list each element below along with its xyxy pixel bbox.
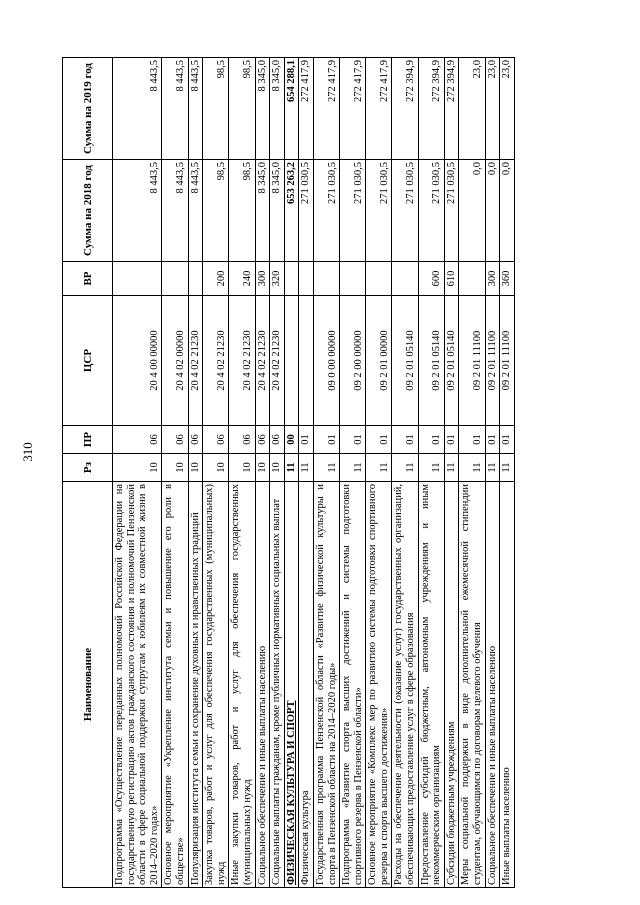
row-sum-2019: 8 345,0 <box>255 58 270 160</box>
row-csr: 09 2 01 05140 <box>444 296 459 426</box>
row-sum-2019: 8 443,5 <box>162 58 188 160</box>
table-row <box>299 58 314 888</box>
row-csr: 09 2 00 00000 <box>340 296 366 426</box>
table-row <box>392 58 418 888</box>
row-pr: 01 <box>485 426 500 454</box>
row-sum-2018: 271 030,5 <box>340 160 366 262</box>
row-name: Подпрограмма «Осуществление переданных полномочий Российской Федерации на государственную регистрацию актов гражданского состояния и полномочий Пензенской области в сфере социальной поддержки супругам к юбилеям их совместной жизни в 2014–2020 годах» <box>113 482 162 888</box>
row-sum-2019: 272 394,9 <box>444 58 459 160</box>
row-sum-2019: 654 288,1 <box>284 58 299 160</box>
row-csr: 09 2 01 00000 <box>366 296 392 426</box>
row-vr <box>188 262 203 296</box>
table-row <box>444 58 459 888</box>
row-sum-2019: 272 394,9 <box>392 58 418 160</box>
row-sum-2019: 98,5 <box>229 58 255 160</box>
table-row <box>113 58 162 888</box>
row-rz: 10 <box>229 454 255 482</box>
row-rz: 11 <box>485 454 500 482</box>
header-name: Наименование <box>63 482 113 888</box>
table-row <box>162 58 188 888</box>
row-vr <box>392 262 418 296</box>
row-rz: 11 <box>392 454 418 482</box>
row-vr <box>113 262 162 296</box>
row-csr: 20 4 00 00000 <box>113 296 162 426</box>
row-csr: 09 2 01 05140 <box>418 296 444 426</box>
row-sum-2018: 271 030,5 <box>313 160 339 262</box>
row-pr: 01 <box>392 426 418 454</box>
row-sum-2018: 8 443,5 <box>188 160 203 262</box>
table-row <box>188 58 203 888</box>
row-pr: 06 <box>188 426 203 454</box>
header-vr: ВР <box>63 262 113 296</box>
row-name: Физическая культура <box>299 482 314 888</box>
row-pr: 06 <box>203 426 229 454</box>
table-row <box>313 58 339 888</box>
budget-table <box>62 57 515 888</box>
row-sum-2018: 8 443,5 <box>162 160 188 262</box>
row-sum-2018: 8 443,5 <box>113 160 162 262</box>
row-rz: 11 <box>284 454 299 482</box>
row-pr: 00 <box>284 426 299 454</box>
row-csr: 20 4 02 21230 <box>188 296 203 426</box>
row-csr: 09 2 01 11100 <box>459 296 485 426</box>
row-vr: 320 <box>270 262 285 296</box>
row-sum-2018: 98,5 <box>203 160 229 262</box>
row-vr: 200 <box>203 262 229 296</box>
row-rz: 11 <box>418 454 444 482</box>
row-sum-2019: 8 443,5 <box>113 58 162 160</box>
row-rz: 10 <box>203 454 229 482</box>
row-name: ФИЗИЧЕСКАЯ КУЛЬТУРА И СПОРТ <box>284 482 299 888</box>
row-pr: 06 <box>255 426 270 454</box>
table-row <box>270 58 285 888</box>
row-sum-2019: 272 417,9 <box>299 58 314 160</box>
row-vr <box>340 262 366 296</box>
row-name: Меры социальной поддержки в виде дополнительной ежемесячной стипендии студентам, обучающимся по договорам целевого обучения <box>459 482 485 888</box>
row-sum-2018: 271 030,5 <box>392 160 418 262</box>
row-sum-2019: 23,0 <box>500 58 515 160</box>
row-name: Социальное обеспечение и иные выплаты населению <box>255 482 270 888</box>
row-vr <box>162 262 188 296</box>
row-name: Популяризация института семьи и сохранение духовных и нравственных традиций <box>188 482 203 888</box>
row-rz: 10 <box>162 454 188 482</box>
row-pr: 06 <box>229 426 255 454</box>
row-sum-2018: 0,0 <box>485 160 500 262</box>
row-sum-2019: 272 394,9 <box>418 58 444 160</box>
row-vr <box>459 262 485 296</box>
row-pr: 01 <box>444 426 459 454</box>
row-csr: 09 2 01 11100 <box>485 296 500 426</box>
row-sum-2019: 23,0 <box>485 58 500 160</box>
row-csr <box>299 296 314 426</box>
row-vr: 360 <box>500 262 515 296</box>
table-row <box>366 58 392 888</box>
row-sum-2019: 23,0 <box>459 58 485 160</box>
row-pr: 01 <box>500 426 515 454</box>
row-name: Подпрограмма «Развитие спорта высших достижений и системы подготовки спортивного резерва в Пензенской области» <box>340 482 366 888</box>
row-rz: 11 <box>313 454 339 482</box>
table-row <box>229 58 255 888</box>
row-sum-2019: 8 345,0 <box>270 58 285 160</box>
row-rz: 10 <box>188 454 203 482</box>
rotated-table-container <box>62 58 618 888</box>
row-name: Иные закупки товаров, работ и услуг для обеспечения государственных (муниципальных) нужд <box>229 482 255 888</box>
row-name: Социальное обеспечение и иные выплаты населению <box>485 482 500 888</box>
row-pr: 01 <box>418 426 444 454</box>
page-number: 310 <box>20 442 35 462</box>
row-sum-2019: 272 417,9 <box>340 58 366 160</box>
table-header-row <box>63 58 113 888</box>
row-pr: 01 <box>313 426 339 454</box>
header-csr: ЦСР <box>63 296 113 426</box>
row-vr <box>284 262 299 296</box>
row-name: Субсидии бюджетным учреждениям <box>444 482 459 888</box>
row-vr: 600 <box>418 262 444 296</box>
row-sum-2018: 271 030,5 <box>299 160 314 262</box>
row-name: Государственная программа Пензенской области «Развитие физической культуры и спорта в Пензенской области на 2014–2020 годы» <box>313 482 339 888</box>
row-csr: 20 4 02 21230 <box>255 296 270 426</box>
row-csr: 20 4 02 00000 <box>162 296 188 426</box>
row-pr: 01 <box>340 426 366 454</box>
row-vr <box>299 262 314 296</box>
header-pr: ПР <box>63 426 113 454</box>
row-csr: 20 4 02 21230 <box>203 296 229 426</box>
row-vr: 300 <box>255 262 270 296</box>
row-rz: 11 <box>459 454 485 482</box>
header-sum-2019: Сумма на 2019 год <box>63 58 113 160</box>
row-name: Иные выплаты населению <box>500 482 515 888</box>
row-sum-2018: 8 345,0 <box>255 160 270 262</box>
row-rz: 11 <box>444 454 459 482</box>
row-rz: 11 <box>299 454 314 482</box>
row-sum-2018: 271 030,5 <box>444 160 459 262</box>
row-rz: 11 <box>500 454 515 482</box>
row-sum-2018: 271 030,5 <box>418 160 444 262</box>
row-csr: 20 4 02 21230 <box>229 296 255 426</box>
row-vr <box>313 262 339 296</box>
table-row <box>485 58 500 888</box>
row-sum-2019: 8 443,5 <box>188 58 203 160</box>
header-sum-2018: Сумма на 2018 год <box>63 160 113 262</box>
table-row <box>255 58 270 888</box>
row-sum-2018: 653 263,2 <box>284 160 299 262</box>
table-row <box>459 58 485 888</box>
table-row <box>500 58 515 888</box>
row-pr: 01 <box>299 426 314 454</box>
row-vr: 610 <box>444 262 459 296</box>
row-pr: 01 <box>459 426 485 454</box>
table-body <box>113 58 515 888</box>
row-sum-2018: 0,0 <box>500 160 515 262</box>
row-pr: 06 <box>113 426 162 454</box>
row-sum-2018: 8 345,0 <box>270 160 285 262</box>
row-csr <box>284 296 299 426</box>
row-csr: 09 2 01 11100 <box>500 296 515 426</box>
row-name: Расходы на обеспечение деятельности (оказание услуг) государственных организаций, обеспечивающих предоставление услуг в сфере образования <box>392 482 418 888</box>
row-pr: 01 <box>366 426 392 454</box>
table-row <box>203 58 229 888</box>
row-csr: 20 4 02 21230 <box>270 296 285 426</box>
row-rz: 10 <box>270 454 285 482</box>
row-vr <box>366 262 392 296</box>
table-row <box>418 58 444 888</box>
row-name: Предоставление субсидий бюджетным, автономным учреждениям и иным некоммерческим организациям <box>418 482 444 888</box>
row-name: Социальные выплаты гражданам, кроме публичных нормативных социальных выплат <box>270 482 285 888</box>
row-rz: 10 <box>255 454 270 482</box>
row-sum-2019: 272 417,9 <box>366 58 392 160</box>
row-sum-2018: 271 030,5 <box>366 160 392 262</box>
row-sum-2018: 0,0 <box>459 160 485 262</box>
row-csr: 09 0 00 00000 <box>313 296 339 426</box>
row-name: Закупка товаров, работ и услуг для обеспечения государственных (муниципальных) нужд <box>203 482 229 888</box>
row-rz: 11 <box>340 454 366 482</box>
row-pr: 06 <box>270 426 285 454</box>
row-name: Основное мероприятие «Комплекс мер по развитию системы подготовки спортивного резерва и спорта высшего достижения» <box>366 482 392 888</box>
row-rz: 10 <box>113 454 162 482</box>
row-csr: 09 2 01 05140 <box>392 296 418 426</box>
header-rz: Рз <box>63 454 113 482</box>
row-vr: 240 <box>229 262 255 296</box>
row-vr: 300 <box>485 262 500 296</box>
row-sum-2019: 272 417,9 <box>313 58 339 160</box>
row-sum-2018: 98,5 <box>229 160 255 262</box>
row-rz: 11 <box>366 454 392 482</box>
table-stage <box>62 58 618 888</box>
row-name: Основное мероприятие «Укрепление института семьи и повышение его роли в обществе» <box>162 482 188 888</box>
row-pr: 06 <box>162 426 188 454</box>
table-row <box>284 58 299 888</box>
row-sum-2019: 98,5 <box>203 58 229 160</box>
table-row <box>340 58 366 888</box>
